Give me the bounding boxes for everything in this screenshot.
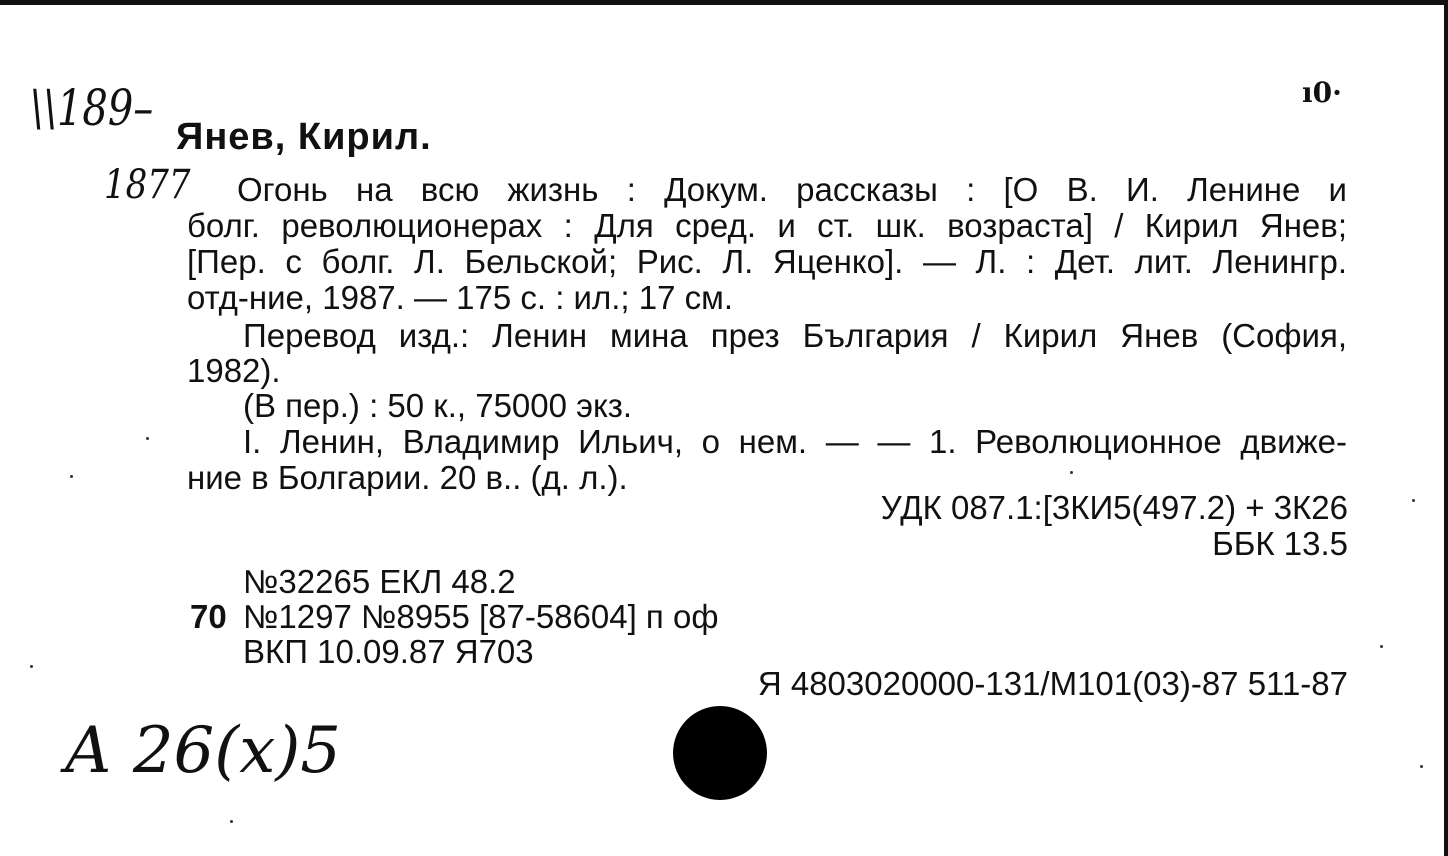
handwritten-corner-mark: ı0·: [1302, 76, 1342, 109]
translation-note-line-1: Перевод изд.: Ленин мина през България / Кирил Янев (София,: [243, 317, 1347, 354]
scan-speck: [70, 475, 73, 478]
scan-speck: [230, 820, 233, 823]
subject-line-2: ние в Болгарии. 20 в.. (д. л.).: [187, 459, 628, 496]
scan-speck: [1420, 765, 1423, 768]
description-line-1: Огонь на всю жизнь : Докум. рассказы : [О В. И. Ленине и: [237, 171, 1347, 208]
scan-speck: [1412, 499, 1415, 502]
bbk-code: ББК 13.5: [1212, 525, 1348, 562]
scan-speck: [1070, 471, 1073, 474]
description-line-4: отд-ние, 1987. — 175 с. : ил.; 17 см.: [187, 279, 733, 316]
print-info-line-1: №32265 ЕКЛ 48.2: [243, 563, 516, 600]
catalog-code: Я 4803020000-131/М101(03)-87 511-87: [757, 665, 1348, 702]
print-info-line-2: №1297 №8955 [87-58604] п оф: [243, 598, 719, 635]
handwritten-shelf-mark-top: \\189–: [30, 79, 154, 137]
scan-speck: [1380, 645, 1383, 648]
price-line: (В пер.) : 50 к., 75000 экз.: [243, 387, 633, 424]
print-info-line-3: ВКП 10.09.87 Я703: [243, 633, 534, 670]
handwritten-call-number: А 26(x)5: [64, 714, 341, 788]
scan-speck: [30, 665, 33, 668]
handwritten-shelf-mark-bottom: 1877: [104, 162, 191, 208]
udk-code: УДК 087.1:[3КИ5(497.2) + 3К26: [880, 489, 1348, 526]
print-info-prefix: 70: [190, 598, 227, 635]
subject-line-1: I. Ленин, Владимир Ильич, о нем. — — 1. Революционное движе-: [243, 423, 1347, 460]
punch-hole: [673, 706, 767, 800]
scan-speck: [146, 437, 149, 440]
description-line-2: болг. революционерах : Для сред. и ст. шк. возраста] / Кирил Янев;: [187, 207, 1347, 244]
author-heading: Янев, Кирил.: [176, 116, 432, 158]
description-line-3: [Пер. с болг. Л. Бельской; Рис. Л. Яценко]. — Л. : Дет. лит. Ленингр.: [187, 243, 1347, 280]
translation-note-line-2: 1982).: [187, 352, 281, 389]
